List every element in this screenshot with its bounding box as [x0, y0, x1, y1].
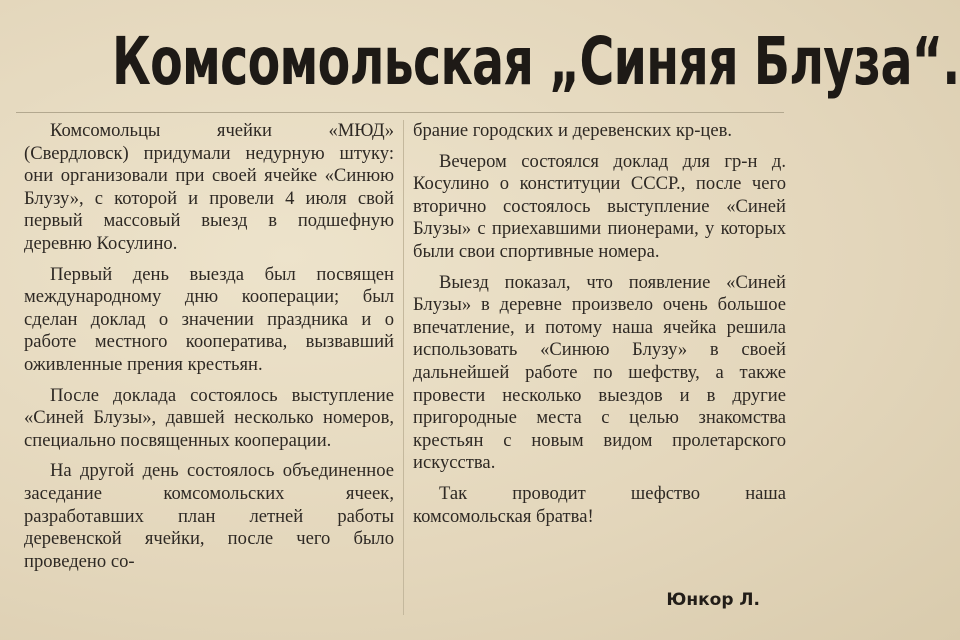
paragraph: Выезд показал, что появление «Синей Блузы» в деревне произвело очень большое впечатление, и потому наша ячейка решила использовать «Синюю Блузу» в своей дальнейшей работе по шефству, а также провести несколько выездов и в другие пригородные места с целью знакомства крестьян с новым видом пролетарского искусства. — [413, 271, 786, 474]
left-column — [24, 120, 394, 573]
column-divider — [403, 120, 404, 615]
paragraph: Первый день выезда был посвящен международному дню кооперации; был сделан доклад о значении праздника и о работе местного кооператива, вызвавший оживленные прения крестьян. — [24, 263, 394, 375]
paragraph: Комсомольцы ячейки «МЮД» (Свердловск) придумали недурную штуку: они организовали при своей ячейке «Синюю Блузу», с которой и провели 4 июля свой первый массовый выезд в подшефную деревню Косулино. — [24, 120, 394, 254]
headline-rule — [16, 112, 784, 113]
right-column — [413, 120, 786, 528]
paragraph: После доклада состоялось выступление «Синей Блузы», давшей несколько номеров, специально посвященных кооперации. — [24, 384, 394, 451]
paragraph: Так проводит шефство наша комсомольская братва! — [413, 482, 786, 527]
author-signature: Юнкор Л. — [666, 590, 760, 610]
article-headline: Комсомольская „Синяя Блуза“. — [112, 23, 960, 100]
paragraph: На другой день состоялось объединенное заседание комсомольских ячеек, разработавших план летней работы деревенской ячейки, после чего было проведено со- — [24, 460, 394, 572]
paragraph: Вечером состоялся доклад для гр-н д. Косулино о конституции СССР., после чего вторично состоялось выступление «Синей Блузы» с приехавшими пионерами, у которых были свои спортивные номера. — [413, 150, 786, 262]
paragraph: брание городских и деревенских кр-цев. — [413, 120, 733, 141]
